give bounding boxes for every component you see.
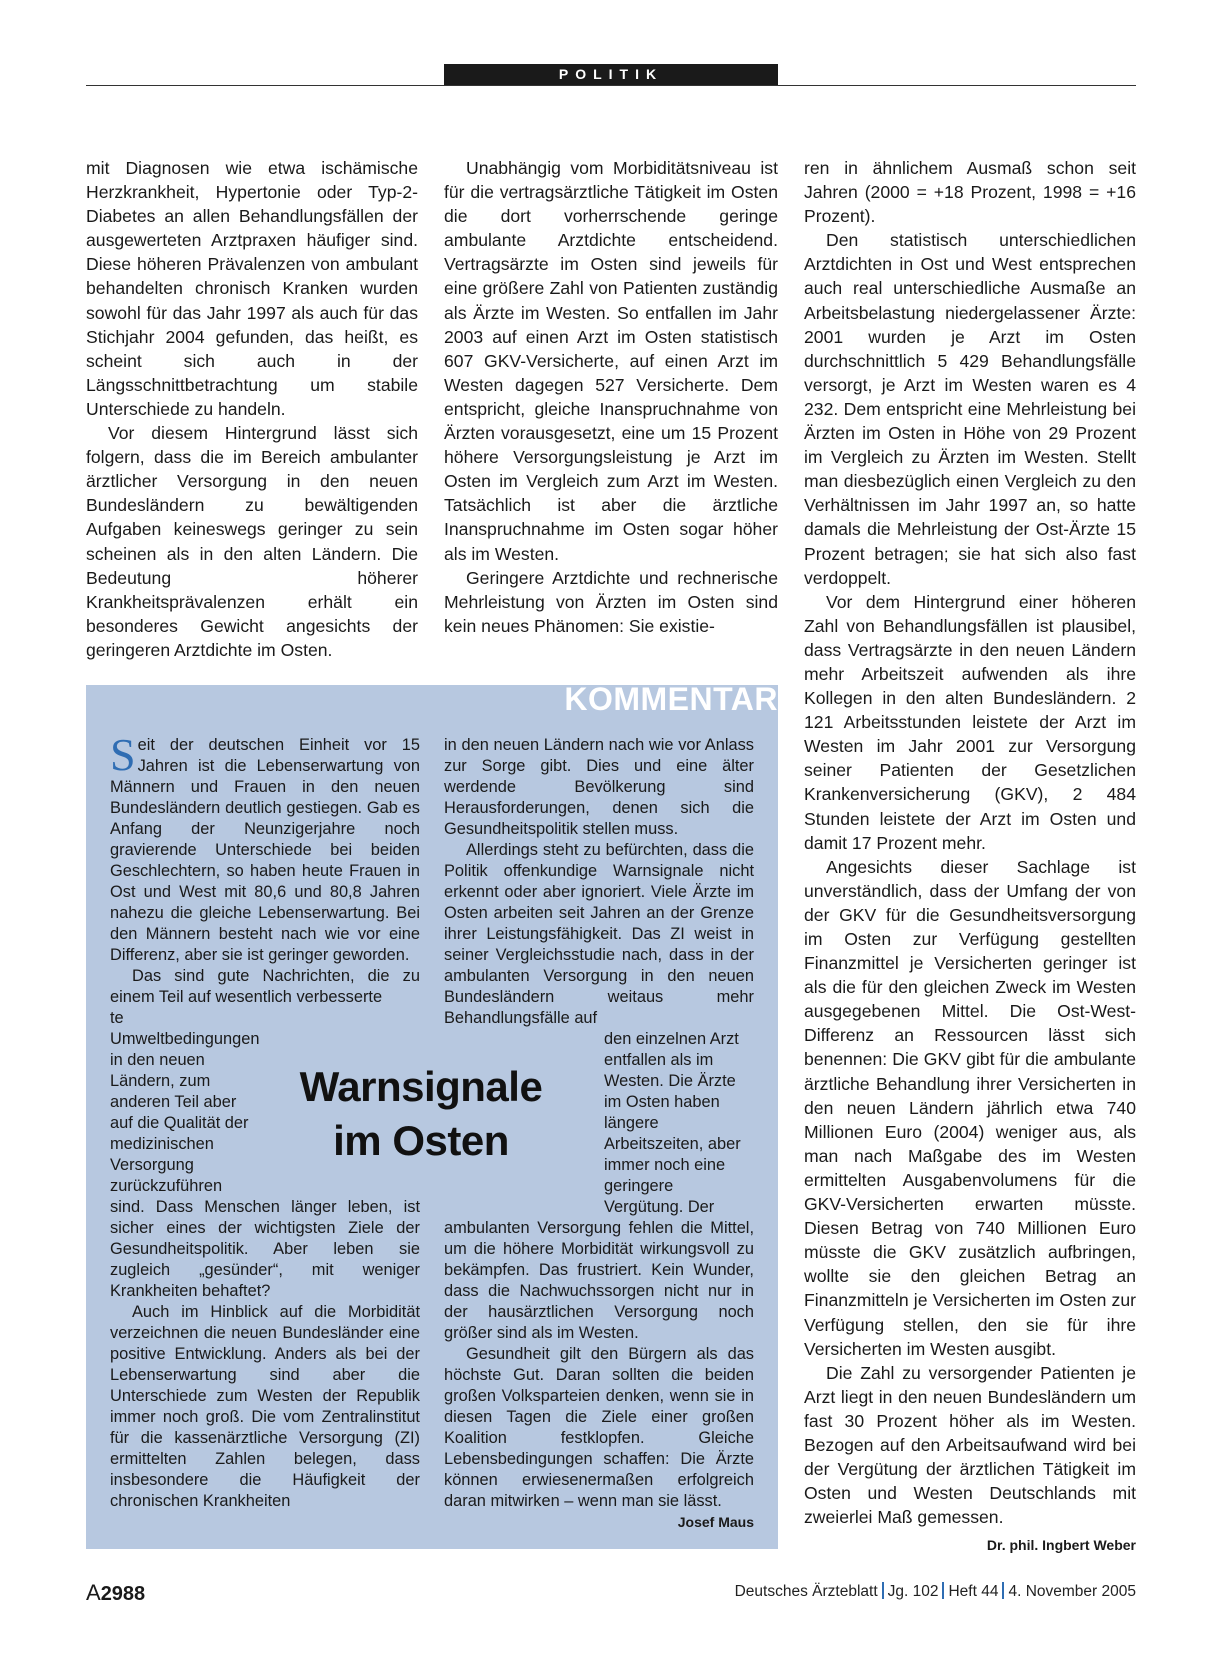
page-prefix: A [86, 1580, 101, 1605]
separator [942, 1582, 944, 1599]
journal-name: Deutsches Ärzteblatt [734, 1583, 878, 1600]
comment-column-1 [110, 729, 420, 1512]
page-number [86, 1580, 145, 1606]
paragraph [110, 729, 420, 966]
paragraph: ren in ähnlichem Ausmaß schon seit Jahren (2000 = +18 Prozent, 1998 = +16 Prozent). [804, 158, 1136, 227]
journal-date: 4. November 2005 [1008, 1583, 1136, 1600]
journal-info [735, 1582, 1136, 1601]
journal-issue: Heft 44 [948, 1583, 999, 1600]
article-column-1 [86, 156, 418, 662]
article-column-3 [804, 156, 1136, 1557]
section-label: POLITIK [444, 64, 778, 85]
paragraph: ambulanten Versorgung fehlen die Mittel, um die höhere Morbidität wirkungsvoll zu bekämpfen. Das frustriert. Kein Wunder, dass die Nachwuchssorgen nicht nur in der hausärztlichen Versorgung noch größer sind als im Westen. [444, 1219, 754, 1342]
comment-column-2 [444, 735, 754, 1533]
header-rule [86, 85, 1136, 86]
paragraph-text: eit der deutschen Einheit vor 15 Jahren ist die Lebenserwartung von Männern und Frauen in den neuen Bundesländern deutlich gestiegen. Gab es Anfang der Neunzigerjahre noch gravierende Unterschiede bei beiden Geschlechtern, so haben heute Frauen in Ost und West mit 80,6 und 80,8 Jahren nahezu die gleiche Lebenserwartung. Bei den Männern besteht nach wie vor eine Differenz, aber sie ist geringer geworden. [110, 736, 420, 964]
paragraph: Angesichts dieser Sachlage ist unverständlich, dass der Umfang der von der GKV für die Gesundheitsversorgung im Osten zur Verfügung gestellten Finanzmittel je Versicherten geringer ist als die für den gleichen Zweck im Westen ausgegebenen Mittel. Die Ost-West-Differenz an Ressourcen lässt sich benennen: Die GKV gibt für die ambulante ärztliche Behandlung ihrer Versicherten in den neuen Ländern jährlich etwa 740 Millionen Euro (2004) weniger aus, als man nach Maßgabe des im Westen ermittelten Ausgabenvolumens für die GKV-Versicherten erwarten müsste. Diesen Betrag von 740 Millionen Euro müsste die GKV zusätzlich aufbringen, wollte sie den gleichen Betrag an Finanzmitteln je Versicherten im Osten zur Verfügung stellen, den sie für ihre Versicherten im Westen ausgibt. [804, 856, 1136, 1359]
paragraph: Vor dem Hintergrund einer höheren Zahl von Behandlungsfällen ist plausibel, dass Vertragsärzte in den neuen Ländern mehr Arbeitszeit aufwenden als ihre Kollegen in den alten Bundesländern. 2 121 Arbeitsstunden leistete der Arzt im Westen im Jahr 2001 zur Versorgung seiner Patienten der Gesetzlichen Krankenversicherung (GKV), 2 484 Stunden leistete der Arzt im Osten und damit 17 Prozent mehr. [804, 591, 1136, 853]
paragraph: mit Diagnosen wie etwa ischämische Herzkrankheit, Hypertonie oder Typ-2-Diabetes an allen Behandlungsfällen der ausgewerteten Arztpraxen häufiger sind. Diese höheren Prävalenzen von ambulant behandelten chronisch Kranken wurden sowohl für das Jahr 1997 als auch für das Stichjahr 2004 gefunden, das heißt, es scheint sich auch in der Längsschnittbetrachtung um stabile Unterschiede zu handeln. [86, 158, 418, 419]
separator [1002, 1582, 1004, 1599]
article-column-2 [444, 156, 778, 638]
paragraph [804, 1361, 1136, 1554]
journal-volume: Jg. 102 [887, 1583, 939, 1600]
paragraph: Den statistisch unterschiedlichen Arztdichten in Ost und West entsprechen auch real unterschiedliche Ausmaße an Arbeitsbelastung niedergelassener Ärzte: 2001 wurden je Arzt im Osten durchschnittlich 5 429 Behandlungsfälle versorgt, je Arzt im Westen waren es 4 232. Dem entspricht eine Mehrleistung bei Ärzten im Osten in Höhe von 29 Prozent im Vergleich zu Ärzten im Westen. Stellt man diesbezüglich einen Vergleich zu den Verhältnissen im Jahr 1997 an, so hatte damals die Mehrleistung der Ost-Ärzte 15 Prozent betragen; sie hat sich also fast verdoppelt. [804, 230, 1136, 588]
drop-cap: S [110, 729, 136, 780]
paragraph: in den neuen Ländern nach wie vor Anlass zur Sorge gibt. Dies und eine älter werdende Bevölkerung sind Herausforderungen, denen sich die Gesundheitspolitik stellen muss. [444, 736, 754, 838]
separator [882, 1582, 884, 1599]
page-number-value: 2988 [100, 1583, 146, 1605]
paragraph: Geringere Arztdichte und rechnerische Mehrleistung von Ärzten im Osten sind kein neues Phänomen: Sie existie- [444, 567, 778, 636]
comment-author: Josef Maus [677, 1514, 754, 1530]
paragraph: Allerdings steht zu befürchten, dass die Politik offenkundige Warnsignale nicht erkennt oder aber ignoriert. Viele Ärzte im Osten arbeiten seit Jahren an der Grenze ihrer Leistungsfähigkeit. Das ZI weist in seiner Vergleichsstudie nach, dass in der ambulanten Versorgung in den neuen Bundesländern weitaus mehr Behandlungsfälle auf [444, 841, 754, 1027]
wrapped-text: den einzelnen Arzt entfallen als im Westen. Die Ärzte im Osten haben längere Arbeitszeiten, aber immer noch eine geringere Vergütung. Der [604, 1030, 741, 1216]
headline-line-1: Warnsignale [299, 1063, 543, 1110]
wrapped-text: te Umweltbedingungen in den neuen Ländern, zum anderen Teil aber auf die Qualität der medizinischen Versorgung zurückzuführen [110, 1009, 260, 1195]
paragraph: Auch im Hinblick auf die Morbidität verzeichnen die neuen Bundesländer eine positive Entwicklung. Anders als bei der Lebenserwartung sind aber die Unterschiede zum Westen der Republik immer noch groß. Die vom Zentralinstitut für die kassenärztliche Versorgung (ZI) ermittelten Zahlen belegen, dass insbesondere die Häufigkeit der chronischen Krankheiten [110, 1303, 420, 1510]
paragraph: Das sind gute Nachrichten, die zu einem Teil auf wesentlich verbesserte [110, 967, 420, 1006]
article-author: Dr. phil. Ingbert Weber [986, 1537, 1136, 1554]
headline-line-2: im Osten [333, 1117, 509, 1164]
comment-box [86, 681, 778, 1549]
paragraph: Vor diesem Hintergrund lässt sich folgern, dass die im Bereich ambulanter ärztlicher Versorgung in den neuen Bundesländern zu bewältigenden Aufgaben keineswegs geringer zu sein scheinen als in den alten Ländern. Die Bedeutung höherer Krankheitsprävalenzen erhält ein besonderes Gewicht angesichts der geringeren Arztdichte im Osten. [86, 423, 418, 660]
paragraph: sind. Dass Menschen länger leben, ist sicher eines der wichtigsten Ziele der Gesundheitspolitik. Aber leben sie zugleich „gesünder“, mit weniger Krankheiten behaftet? [110, 1198, 420, 1300]
paragraph: Unabhängig vom Morbiditätsniveau ist für die vertragsärztliche Tätigkeit im Osten die dort vorherrschende geringe ambulante Arztdichte entscheidend. Vertragsärzte im Osten sind jeweils für eine größere Zahl von Patienten zuständig als Ärzte im Westen. So entfallen im Jahr 2003 auf einen Arzt im Osten statistisch 607 GKV-Versicherte, auf einen Arzt im Westen dagegen 527 Versicherte. Dem entspricht, gleiche Inanspruchnahme von Ärzten vorausgesetzt, eine um 15 Prozent höhere Versorgungsleistung je Arzt im Osten im Vergleich zum Arzt im Westen. Tatsächlich ist aber die ärztliche Inanspruchnahme im Osten sogar höher als im Westen. [444, 158, 778, 564]
paragraph-text: Die Zahl zu versorgender Patienten je Arzt liegt in den neuen Bundesländern um fast 30 Prozent höher als im Westen. Bezogen auf den Arbeitsaufwand wird bei der Vergütung der ärztlichen Tätigkeit im Osten und Westen Deutschlands mit zweierlei Maß gemessen. [804, 1362, 1136, 1528]
comment-label: KOMMENTAR [564, 681, 778, 717]
paragraph: Gesundheit gilt den Bürgern als das höchste Gut. Daran sollten die beiden großen Volksparteien denken, wenn sie in diesen Tagen die Ziele einer großen Koalition festklopfen. Gleiche Lebensbedingungen schaffen: Die Ärzte können erwiesenermaßen erfolgreich daran mitwirken – wenn man sie lässt. [444, 1345, 754, 1510]
